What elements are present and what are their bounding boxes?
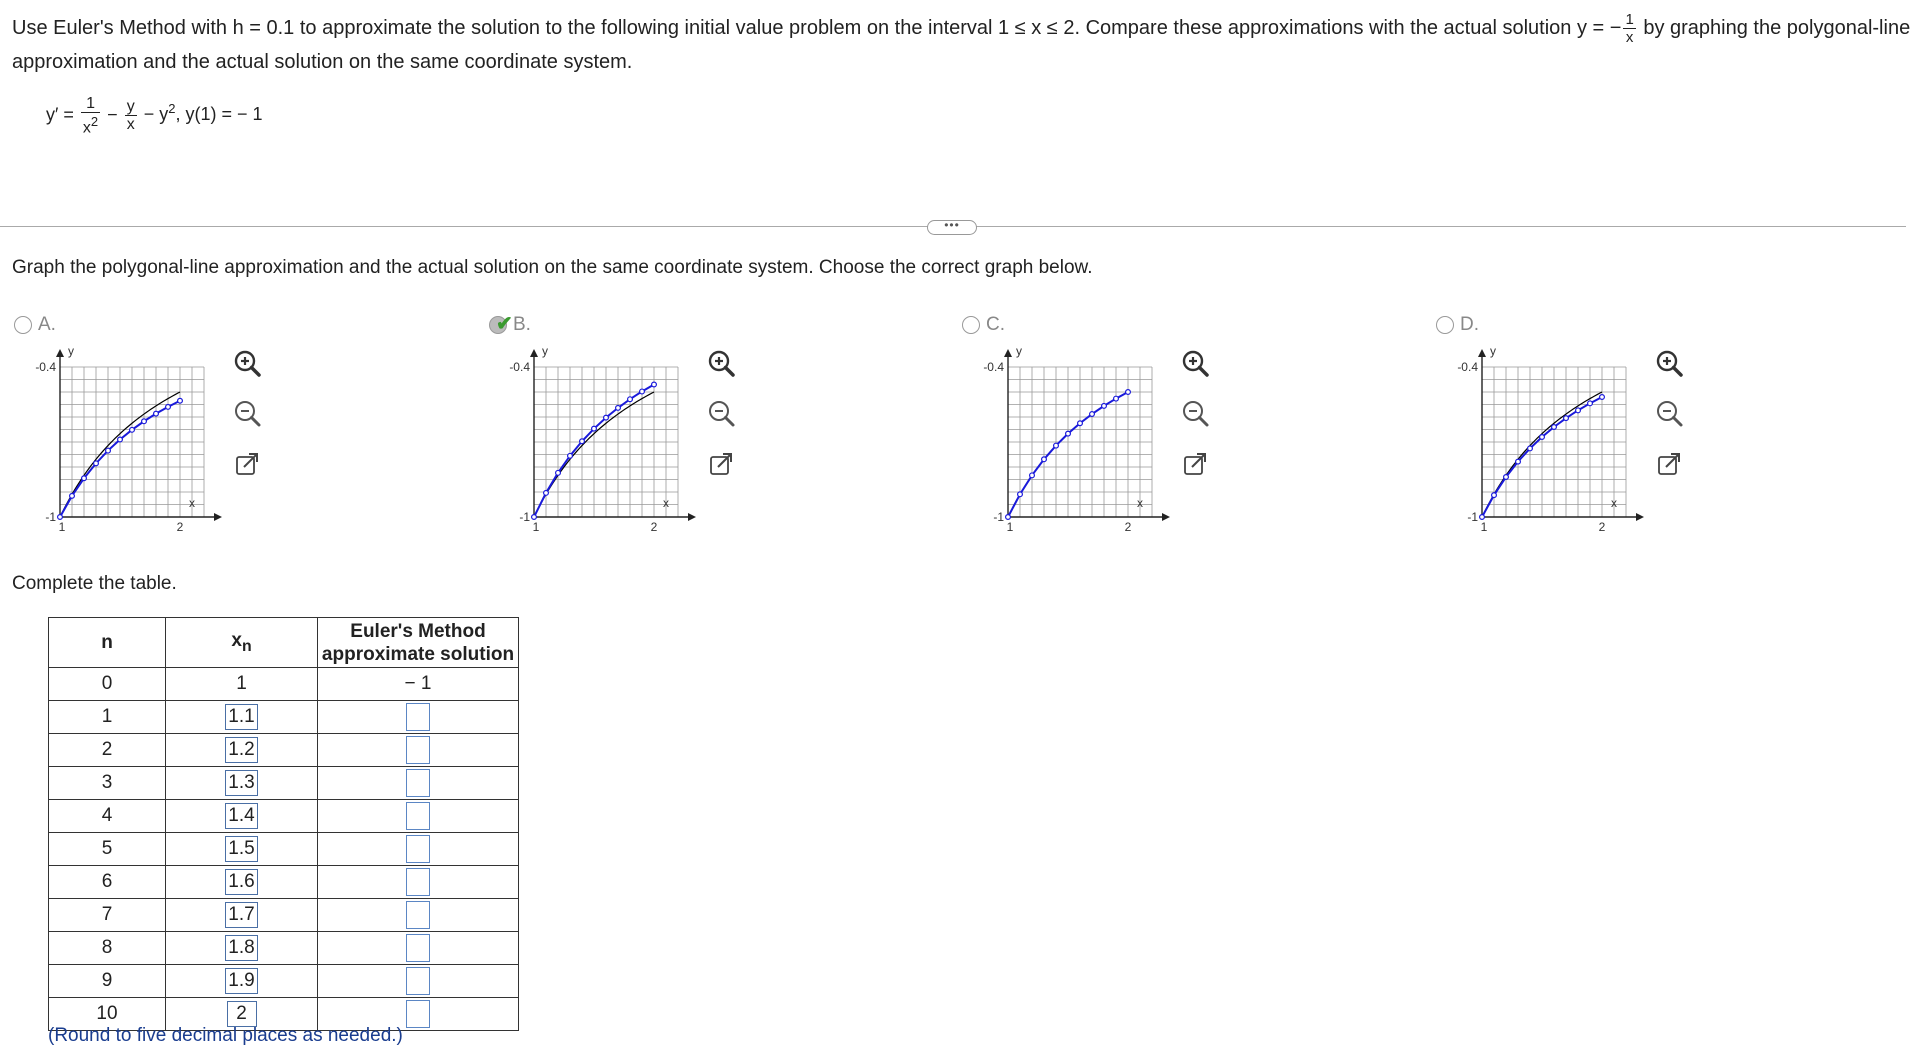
- y-tick-label: -0.4: [509, 360, 530, 374]
- x-tick-label: 2: [1124, 520, 1132, 534]
- cell-xn: 1: [166, 668, 318, 701]
- x-tick-label: 1: [1480, 520, 1488, 534]
- answer-input-9[interactable]: [406, 967, 430, 995]
- cell-xn: [166, 965, 318, 998]
- euler-point: [1126, 390, 1131, 395]
- euler-point: [1090, 412, 1095, 417]
- eq-fraction-2: $\frac{y}{x}$: [126, 98, 135, 134]
- answer-input-4[interactable]: [406, 802, 430, 830]
- euler-point: [1006, 515, 1011, 520]
- table-row: [49, 932, 519, 965]
- euler-point: [1588, 401, 1593, 406]
- xn-value: 1.9: [225, 968, 257, 994]
- euler-point: [70, 493, 75, 498]
- differential-equation: [46, 95, 263, 136]
- radio-d[interactable]: [1436, 316, 1454, 334]
- xn-value: 1.5: [225, 836, 257, 862]
- euler-point: [652, 382, 657, 387]
- y-tick-label: -0.4: [1457, 360, 1478, 374]
- cell-n: 9: [49, 965, 166, 998]
- table-row: [49, 767, 519, 800]
- option-b[interactable]: ✔ B.: [489, 314, 531, 336]
- cell-n: 7: [49, 899, 166, 932]
- expand-ellipsis-button[interactable]: •••: [927, 220, 977, 235]
- euler-point: [1492, 493, 1497, 498]
- cell-approx: − 1: [318, 668, 519, 701]
- eq-rest: − $y^2$, y(1) = − 1: [143, 101, 263, 125]
- y-axis-label: y: [1016, 344, 1022, 358]
- xn-value: 1.3: [225, 770, 257, 796]
- euler-point: [1066, 431, 1071, 436]
- cell-approx: [318, 965, 519, 998]
- x-tick-label: 1: [532, 520, 540, 534]
- euler-point: [532, 515, 537, 520]
- cell-xn: [166, 767, 318, 800]
- euler-point: [1480, 515, 1485, 520]
- xn-value: 1.6: [225, 869, 257, 895]
- graph-prompt: Graph the polygonal-line approximation and the actual solution on the same coordinate system. Choose the correct graph below.: [12, 257, 1093, 278]
- cell-approx: [318, 932, 519, 965]
- euler-point: [1540, 435, 1545, 440]
- zoom-out-icon[interactable]: [232, 398, 262, 428]
- radio-b[interactable]: [489, 313, 513, 335]
- table-row: [49, 668, 519, 701]
- zoom-out-icon[interactable]: [1654, 398, 1684, 428]
- cell-n: 1: [49, 701, 166, 734]
- euler-point: [1576, 408, 1581, 413]
- y-axis-label: y: [68, 344, 74, 358]
- option-a[interactable]: A.: [14, 314, 56, 336]
- euler-point: [58, 515, 63, 520]
- euler-table: [48, 617, 519, 1031]
- y-axis-label: y: [542, 344, 548, 358]
- euler-point: [544, 491, 549, 496]
- cell-approx: [318, 734, 519, 767]
- graph-option-c[interactable]: [968, 344, 1168, 534]
- answer-input-6[interactable]: [406, 868, 430, 896]
- table-row: [49, 734, 519, 767]
- radio-a[interactable]: [14, 316, 32, 334]
- cell-xn: [166, 800, 318, 833]
- zoom-in-icon[interactable]: [232, 348, 262, 378]
- y-axis-label: y: [1490, 344, 1496, 358]
- radio-c[interactable]: [962, 316, 980, 334]
- y-axis-arrow-icon: [56, 349, 64, 357]
- euler-point: [616, 405, 621, 410]
- question-line-1: [12, 11, 1910, 46]
- x-tick-label: 1: [1006, 520, 1014, 534]
- x-axis-arrow-icon: [688, 513, 696, 521]
- xn-value: 2: [227, 1001, 257, 1027]
- euler-point: [592, 426, 597, 431]
- open-external-icon[interactable]: [1654, 449, 1684, 479]
- euler-point: [1042, 457, 1047, 462]
- eq-lhs: y′ =: [46, 104, 74, 125]
- xn-value: 1.8: [225, 935, 257, 961]
- y-tick-label: -1: [45, 510, 56, 524]
- graph-option-b[interactable]: [494, 344, 694, 534]
- eq-minus: −: [107, 104, 118, 125]
- question-line-2: approximation and the actual solution on the same coordinate system.: [12, 51, 633, 73]
- euler-point: [154, 411, 159, 416]
- cell-n: 5: [49, 833, 166, 866]
- euler-point: [130, 427, 135, 432]
- xn-value: 1.1: [225, 704, 257, 730]
- euler-point: [580, 439, 585, 444]
- xn-value: 1.7: [225, 902, 257, 928]
- euler-point: [640, 389, 645, 394]
- euler-point: [1516, 459, 1521, 464]
- euler-point: [94, 461, 99, 466]
- cell-approx: [318, 899, 519, 932]
- graph-option-d[interactable]: [1442, 344, 1642, 534]
- cell-n: 2: [49, 734, 166, 767]
- x-tick-label: 2: [650, 520, 658, 534]
- x-tick-label: 2: [176, 520, 184, 534]
- answer-input-3[interactable]: [406, 769, 430, 797]
- xn-value: 1.2: [225, 737, 257, 763]
- x-axis-arrow-icon: [1636, 513, 1644, 521]
- header-xn: $x_n$: [166, 618, 318, 668]
- y-axis-arrow-icon: [1004, 349, 1012, 357]
- euler-point: [1504, 475, 1509, 480]
- euler-point: [556, 470, 561, 475]
- euler-point: [1078, 421, 1083, 426]
- zoom-out-icon[interactable]: [1180, 398, 1210, 428]
- euler-point: [604, 415, 609, 420]
- y-axis-arrow-icon: [1478, 349, 1486, 357]
- table-header-row: [49, 618, 519, 668]
- x-axis-label: x: [189, 496, 195, 510]
- cell-approx: [318, 833, 519, 866]
- x-axis-arrow-icon: [1162, 513, 1170, 521]
- actual-solution-fraction: $\frac{1}{x}$: [1625, 11, 1634, 46]
- answer-input-2[interactable]: [406, 736, 430, 764]
- table-prompt: Complete the table.: [12, 573, 177, 594]
- euler-point: [568, 453, 573, 458]
- cell-xn: [166, 734, 318, 767]
- header-euler-approx: Euler's Method approximate solution: [318, 618, 519, 668]
- zoom-in-icon[interactable]: [706, 348, 736, 378]
- question-text-tail: by graphing the polygonal-line: [1637, 16, 1910, 39]
- open-external-icon[interactable]: [706, 449, 736, 479]
- answer-input-8[interactable]: [406, 934, 430, 962]
- y-tick-label: -1: [1467, 510, 1478, 524]
- y-tick-label: -1: [519, 510, 530, 524]
- euler-point: [1528, 446, 1533, 451]
- table-row: [49, 800, 519, 833]
- option-c[interactable]: C.: [962, 314, 1005, 336]
- zoom-in-icon[interactable]: [1180, 348, 1210, 378]
- question-text: Use Euler's Method with h = 0.1 to approximate the solution to the following initial value problem on the interval 1 ≤ x ≤ 2. Compare these approximations with the actual solution y = −: [12, 16, 1622, 39]
- euler-point: [166, 404, 171, 409]
- open-external-icon[interactable]: [1180, 449, 1210, 479]
- table-row: [49, 701, 519, 734]
- euler-point: [1102, 403, 1107, 408]
- header-n: n: [49, 618, 166, 668]
- y-axis-arrow-icon: [530, 349, 538, 357]
- euler-point: [178, 398, 183, 403]
- cell-approx: [318, 800, 519, 833]
- euler-point: [106, 448, 111, 453]
- rounding-hint: (Round to five decimal places as needed.): [48, 1025, 403, 1046]
- cell-n: 0: [49, 668, 166, 701]
- euler-point: [1030, 473, 1035, 478]
- y-tick-label: -1: [993, 510, 1004, 524]
- answer-input-10[interactable]: [406, 1000, 430, 1028]
- euler-point: [1114, 396, 1119, 401]
- cell-xn: [166, 701, 318, 734]
- cell-xn: [166, 866, 318, 899]
- cell-approx: [318, 767, 519, 800]
- zoom-in-icon[interactable]: [1654, 348, 1684, 378]
- table-row: [49, 866, 519, 899]
- euler-point: [628, 397, 633, 402]
- euler-point: [1564, 416, 1569, 421]
- table-row: [49, 965, 519, 998]
- cell-n: 10: [49, 998, 166, 1031]
- graph-option-a[interactable]: [20, 344, 220, 534]
- euler-point: [82, 476, 87, 481]
- cell-xn: [166, 899, 318, 932]
- euler-point: [1600, 395, 1605, 400]
- answer-input-7[interactable]: [406, 901, 430, 929]
- table-row: [49, 833, 519, 866]
- cell-n: 6: [49, 866, 166, 899]
- x-axis-arrow-icon: [214, 513, 222, 521]
- cell-xn: [166, 932, 318, 965]
- y-tick-label: -0.4: [35, 360, 56, 374]
- zoom-out-icon[interactable]: [706, 398, 736, 428]
- euler-point: [118, 437, 123, 442]
- eq-fraction-1: $\frac{1}{x^2}$: [82, 95, 99, 137]
- option-d[interactable]: D.: [1436, 314, 1479, 336]
- euler-point: [1054, 443, 1059, 448]
- table-row: [49, 899, 519, 932]
- cell-approx: [318, 866, 519, 899]
- cell-n: 8: [49, 932, 166, 965]
- y-tick-label: -0.4: [983, 360, 1004, 374]
- x-tick-label: 1: [58, 520, 66, 534]
- cell-approx: [318, 701, 519, 734]
- answer-input-1[interactable]: [406, 703, 430, 731]
- x-axis-label: x: [1611, 496, 1617, 510]
- answer-input-5[interactable]: [406, 835, 430, 863]
- cell-xn: [166, 833, 318, 866]
- euler-point: [142, 419, 147, 424]
- x-tick-label: 2: [1598, 520, 1606, 534]
- x-axis-label: x: [1137, 496, 1143, 510]
- euler-point: [1552, 425, 1557, 430]
- checkmark-icon: ✔: [496, 313, 513, 335]
- open-external-icon[interactable]: [232, 449, 262, 479]
- cell-n: 3: [49, 767, 166, 800]
- euler-point: [1018, 492, 1023, 497]
- cell-n: 4: [49, 800, 166, 833]
- xn-value: 1.4: [225, 803, 257, 829]
- x-axis-label: x: [663, 496, 669, 510]
